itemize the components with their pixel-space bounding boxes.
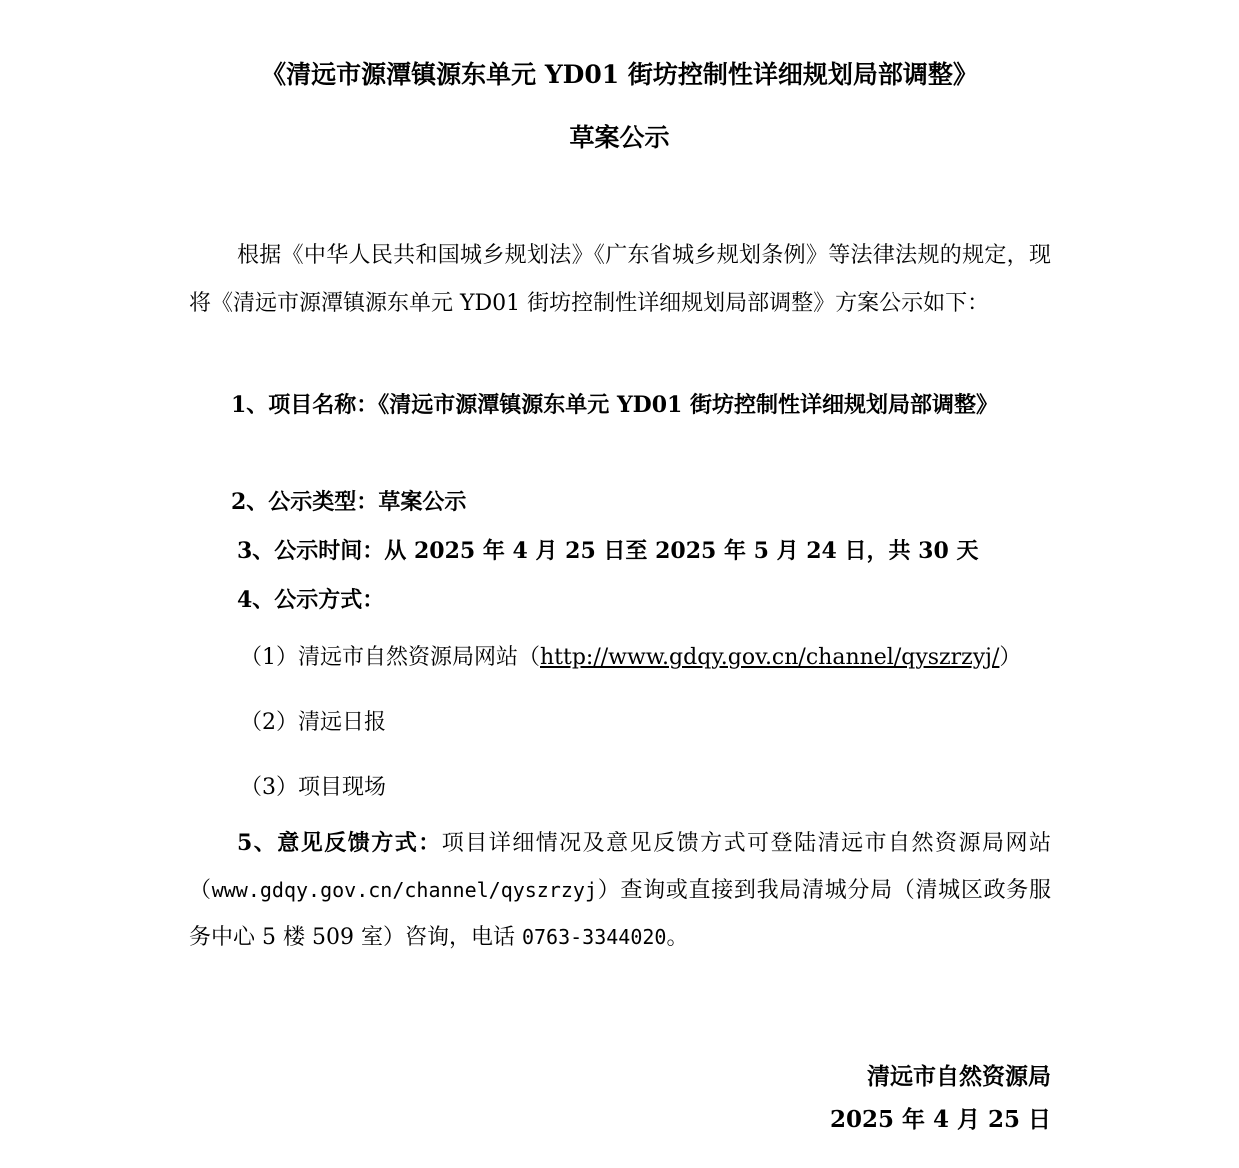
notice-method-label: 4、公示方式： [237,587,385,613]
method-site-item: （3）项目现场 [240,775,386,800]
feedback-text-2: ）查询或直接到我局清城分局（清城区政务服务中心 5 楼 509 室）咨询，电话 [189,878,1051,950]
feedback-phone: 0763-3344020 [521,925,667,949]
method-newspaper-item: （2）清远日报 [240,710,386,735]
feedback-paragraph [189,820,1051,961]
method-website-suffix: ） [999,645,1022,670]
method-website-prefix: （1）清远市自然资源局网站（ [240,645,540,670]
project-name-item: 1、项目名称：《清远市源潭镇源东单元 YD01 街坊控制性详细规划局部调整》 [231,392,999,418]
notice-type-item [231,485,466,516]
notice-type-label: 2、公示类型： [231,489,379,515]
signature-date: 2025 年 4 月 25 日 [829,1106,1051,1133]
notice-time-item: 3、公示时间：从 2025 年 4 月 25 日至 2025 年 5 月 24 日，共 30 天 [237,538,979,564]
feedback-text-3: 。 [666,925,689,950]
signature-organization: 清远市自然资源局 [867,1063,1051,1090]
feedback-label: 5、意见反馈方式： [237,830,442,856]
method-website-item [240,640,1021,671]
method-website-link[interactable]: http://www.gdqy.gov.cn/channel/qyszrzyj/ [540,645,1000,670]
document-title: 《清远市源潭镇源东单元 YD01 街坊控制性详细规划局部调整》 [261,60,978,89]
feedback-url: www.gdqy.gov.cn/channel/qyszrzyj [211,878,598,902]
notice-type-value: 草案公示 [378,489,467,515]
document-subtitle: 草案公示 [569,123,670,152]
intro-paragraph: 根据《中华人民共和国城乡规划法》《广东省城乡规划条例》等法律法规的规定，现将《清远市源潭镇源东单元 YD01 街坊控制性详细规划局部调整》方案公示如下： [189,243,1051,316]
feedback-text-1: 项目详细情况及意见反馈方式可登陆清远市自然资源局网站（ [189,831,1051,903]
